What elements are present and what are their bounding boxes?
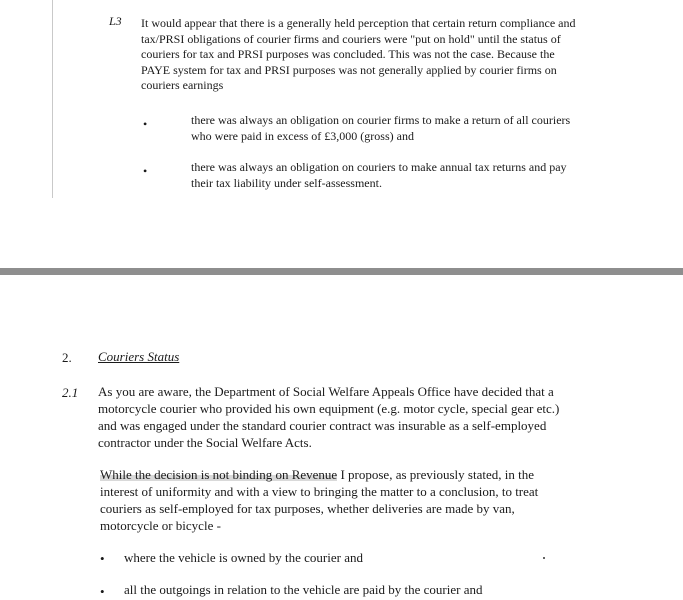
section-number: 2. <box>62 350 72 365</box>
l3-paragraph: It would appear that there is a generally held perception that certain return compliance and tax/PRSI obligations of courier firms and couriers were "put on hold" until the status of couriers for tax and PRSI purposes was concluded. This was not the case. Because the PAYE system for tax and PRSI purposes was not generally applied by courier firms on couriers earnings <box>141 16 576 92</box>
bullet-marker: • <box>100 584 105 599</box>
scan-speck <box>543 557 545 559</box>
proposal-paragraph <box>100 466 570 534</box>
page-divider <box>0 268 683 275</box>
subsection-number: 2.1 <box>62 385 79 400</box>
bullet-marker: • <box>100 551 105 566</box>
bullet-item: where the vehicle is owned by the courier and <box>124 550 363 565</box>
proposal-text: I propose, as previously stated, in the interest of uniformity and with a view to bringing the matter to a conclusion, to treat couriers as self-employed for tax purposes, whether deliveries are made by van, motorcycle or bicycle - <box>100 467 539 533</box>
page-margin-line <box>52 0 53 198</box>
bullet-item: all the outgoings in relation to the vehicle are paid by the courier and <box>124 582 483 597</box>
bullet-marker: • <box>143 164 148 178</box>
section-title: Couriers Status <box>98 349 180 364</box>
highlighted-text: While the decision is not binding on Revenue <box>100 467 338 482</box>
bullet-marker: • <box>143 117 148 131</box>
paragraph-label: L3 <box>109 14 122 28</box>
document-page-top <box>0 0 683 268</box>
subsection-paragraph: As you are aware, the Department of Social Welfare Appeals Office have decided that a motorcycle courier who provided his own equipment (e.g. motor cycle, special gear etc.) and was engaged under the standard courier contract was insurable as a self-employed contractor under the Social Welfare Acts. <box>98 384 560 450</box>
bullet-item: there was always an obligation on couriers to make annual tax returns and pay their tax liability under self-assessment. <box>191 160 567 190</box>
bullet-item: there was always an obligation on courier firms to make a return of all couriers who were paid in excess of £3,000 (gross) and <box>191 113 571 143</box>
